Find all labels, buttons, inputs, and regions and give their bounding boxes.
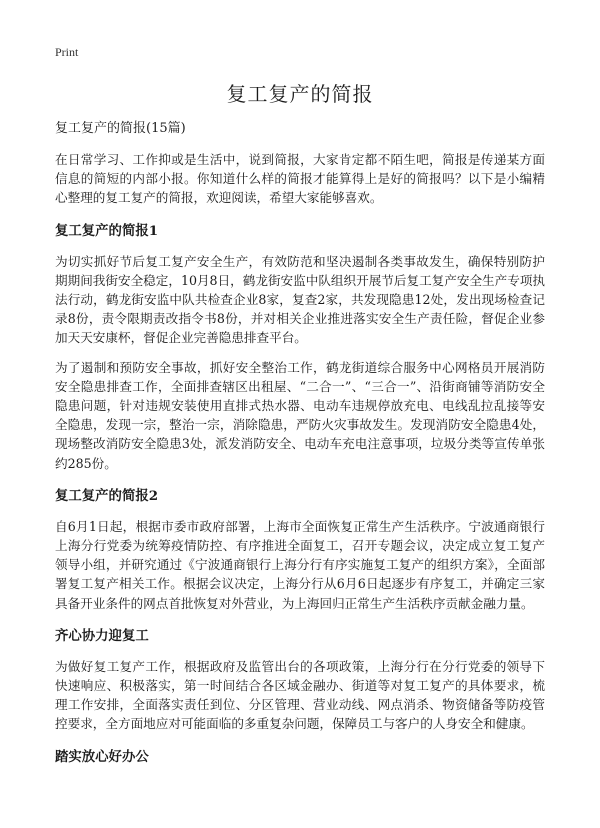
section-heading-2: 复工复产的简报2 — [55, 487, 159, 504]
print-link[interactable]: Print — [55, 45, 79, 59]
section-1-paragraph-1: 为切实抓好节后复工复产安全生产，有效防范和坚决遏制各类事故发生，确保特别防护期期间我街安全稳定，10月8日，鹤龙街安监中队组织开展节后复工复产安全生产专项执法行动，鹤龙街安监中队共检查企业8家，复查2家，共发现隐患12处，发出现场检查记录8份，责令限期责改指令书8份，并对相关企业推进落实安全生产责任险，督促企业参加天天安康杯，督促企业完善隐患排查平台。 — [55, 253, 546, 346]
page-title: 复工复产的简报 — [226, 82, 374, 106]
article-subtitle: 复工复产的简报(15篇) — [55, 121, 186, 136]
section-heading-4: 踏实放心好办公 — [55, 748, 149, 765]
article-body — [55, 120, 545, 778]
section-heading-1: 复工复产的简报1 — [55, 222, 159, 239]
section-1-paragraph-2: 为了遏制和预防安全事故，抓好安全整治工作，鹤龙街道综合服务中心网格员开展消防安全隐患排查工作，全面排查辖区出租屋、“二合一”、“三合一”、沿街商铺等消防安全隐患问题，针对违规安装使用直排式热水器、电动车违规停放充电、电线乱拉乱接等安全隐患，发现一宗，整治一宗，消除隐患，严防火灾事故发生。发现消防安全隐患4处，现场整改消防安全隐患3处，派发消防安全、电动车充电注意事项，垃圾分类等宣传单张约285份。 — [55, 359, 545, 471]
section-3-paragraph-1: 为做好复工复产工作，根据政府及监管出台的各项政策，上海分行在分行党委的领导下快速响应、积极落实，第一时间结合各区域金融办、街道等对复工复产的具体要求，梳理工作安排，全面落实责任到位、分区管理、营业动线、网点消杀、物资储备等防疫管控要求，全方面地应对可能面临的多重复杂问题，保障员工与客户的人身安全和健康。 — [55, 658, 545, 732]
section-2-paragraph-1: 自6月1日起，根据市委市政府部署，上海市全面恢复正常生产生活秩序。宁波通商银行上海分行党委为统筹疫情防控、有序推进全面复工，召开专题会议，决定成立复工复产领导小组，并研究通过《宁波通商银行上海分行有序实施复工复产的组织方案》，全面部署复工复产相关工作。根据会议决定，上海分行从6月6日起逐步有序复工，并确定三家具备开业条件的网点首批恢复对外营业，为上海回归正常生产生活秩序贡献金融力量。 — [55, 518, 545, 611]
intro-paragraph: 在日常学习、工作抑或是生活中，说到简报，大家肯定都不陌生吧，简报是传递某方面信息的简短的内部小报。你知道什么样的简报才能算得上是好的简报吗？以下是小编精心整理的复工复产的简报，欢迎阅读，希望大家能够喜欢。 — [55, 152, 545, 206]
section-heading-3: 齐心协力迎复工 — [55, 627, 149, 644]
